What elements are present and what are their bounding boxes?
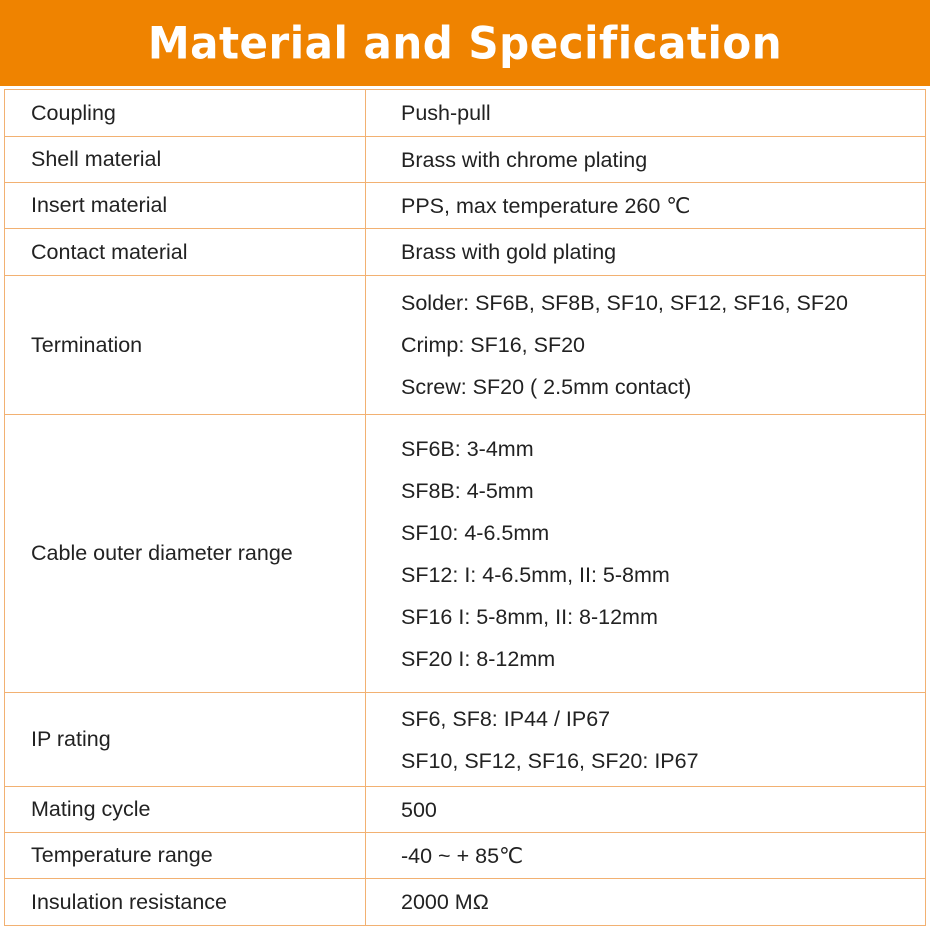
spec-value-line: Brass with chrome plating	[401, 147, 648, 172]
spec-label: Insert material	[31, 193, 168, 217]
header-banner	[0, 0, 930, 86]
spec-label-cell	[5, 137, 366, 183]
spec-label: Termination	[31, 332, 143, 357]
spec-row	[5, 137, 926, 183]
spec-value-cell	[366, 787, 926, 833]
spec-label: Shell material	[31, 147, 162, 171]
spec-value-cell	[366, 137, 926, 183]
spec-value-line: SF12: I: 4-6.5mm, II: 5-8mm	[401, 562, 670, 587]
spec-table	[4, 89, 926, 926]
spec-label-cell	[5, 833, 366, 879]
spec-value-line: -40 ~ + 85℃	[401, 843, 524, 868]
spec-row	[5, 693, 926, 787]
spec-value-cell	[366, 833, 926, 879]
spec-value-cell	[366, 276, 926, 415]
spec-label-cell	[5, 90, 366, 137]
spec-value-line: SF16 I: 5-8mm, II: 8-12mm	[401, 604, 658, 629]
spec-label: Mating cycle	[31, 797, 151, 821]
spec-label: Insulation resistance	[31, 889, 227, 914]
spec-label-cell	[5, 879, 366, 926]
spec-value-line: SF10, SF12, SF16, SF20: IP67	[401, 748, 699, 773]
page-title: Material and Specification	[147, 17, 783, 69]
spec-row	[5, 90, 926, 137]
spec-value-line: 2000 MΩ	[401, 890, 489, 914]
spec-value-line: 500	[401, 797, 437, 822]
spec-value-line: SF10: 4-6.5mm	[401, 520, 550, 545]
spec-label: Temperature range	[31, 843, 213, 867]
spec-value-line: SF6, SF8: IP44 / IP67	[401, 706, 611, 731]
spec-value-line: SF20 I: 8-12mm	[401, 646, 556, 671]
spec-value-cell	[366, 229, 926, 276]
spec-value-line: Screw: SF20 ( 2.5mm contact)	[401, 375, 692, 399]
spec-value-cell	[366, 183, 926, 229]
spec-label: Cable outer diameter range	[31, 541, 293, 565]
spec-label: Coupling	[31, 100, 116, 125]
spec-table-container	[4, 89, 926, 926]
spec-label-cell	[5, 183, 366, 229]
spec-row	[5, 833, 926, 879]
spec-value-cell	[366, 90, 926, 137]
spec-label: Contact material	[31, 239, 188, 264]
spec-label-cell	[5, 229, 366, 276]
spec-value-line: Crimp: SF16, SF20	[401, 333, 585, 357]
spec-table-body	[5, 90, 926, 926]
spec-value-line: Push-pull	[401, 101, 491, 125]
spec-value-line: Solder: SF6B, SF8B, SF10, SF12, SF16, SF20	[401, 291, 848, 315]
spec-label-cell	[5, 276, 366, 415]
spec-label-cell	[5, 415, 366, 693]
spec-row	[5, 787, 926, 833]
spec-value-line: PPS, max temperature 260 ℃	[401, 193, 691, 218]
spec-label: IP rating	[31, 727, 111, 751]
spec-row	[5, 229, 926, 276]
spec-value-line: SF6B: 3-4mm	[401, 436, 534, 461]
spec-value-line: Brass with gold plating	[401, 240, 617, 264]
spec-row	[5, 879, 926, 926]
spec-value-cell	[366, 415, 926, 693]
spec-row	[5, 415, 926, 693]
spec-row	[5, 276, 926, 415]
spec-value-cell	[366, 879, 926, 926]
spec-value-cell	[366, 693, 926, 787]
spec-row	[5, 183, 926, 229]
spec-label-cell	[5, 787, 366, 833]
spec-value-line: SF8B: 4-5mm	[401, 478, 534, 503]
spec-label-cell	[5, 693, 366, 787]
